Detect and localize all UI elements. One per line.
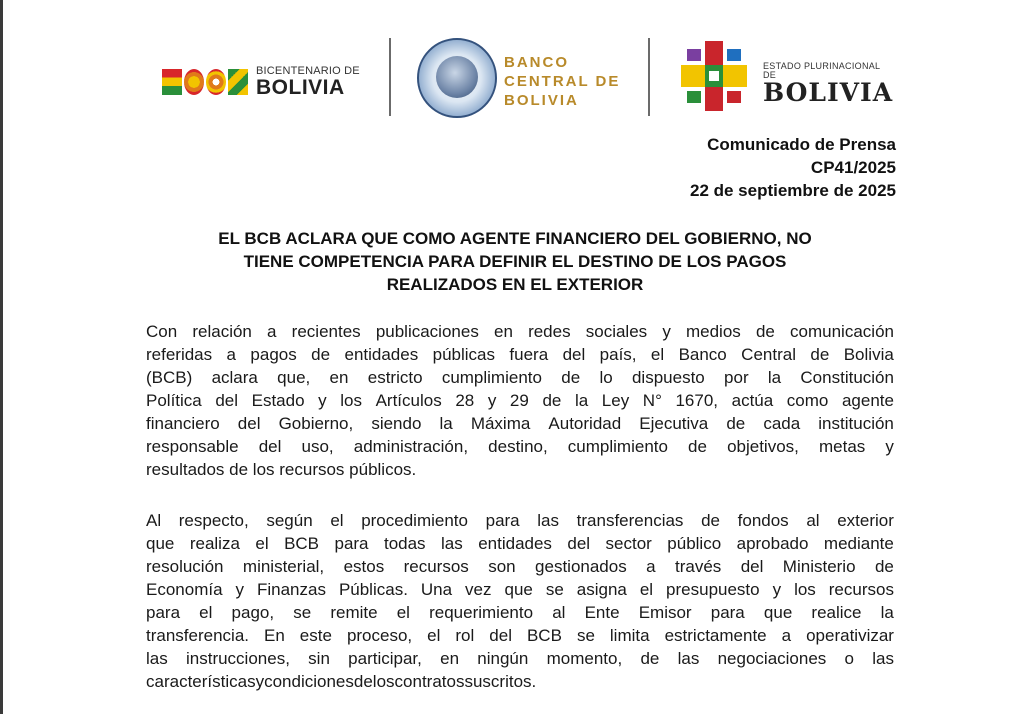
word: participar, (348, 649, 422, 668)
word: se (545, 580, 564, 599)
word: Estado (251, 391, 305, 410)
word: que (146, 534, 175, 553)
word: metas (818, 437, 866, 456)
word: 29 (509, 391, 529, 410)
word: que (504, 580, 533, 599)
word: BCB (284, 534, 320, 553)
word: y (662, 322, 671, 341)
press-release-info (690, 133, 896, 202)
word: Constitución (800, 368, 894, 387)
word: proceso, (346, 626, 413, 645)
paragraph-line (146, 601, 894, 624)
estado-big-text: BOLIVIA (763, 78, 894, 107)
word: medios (685, 322, 741, 341)
word: institución (818, 414, 894, 433)
word: para (146, 603, 181, 622)
word: de (726, 414, 746, 433)
word: respecto, (178, 511, 249, 530)
bicentenario-emblem-icon (162, 69, 248, 95)
word: Central (741, 345, 796, 364)
word: sociales (585, 322, 648, 341)
word: (BCB) (146, 368, 193, 387)
word: del (567, 534, 591, 553)
word: la (574, 391, 589, 410)
paragraph-line (146, 578, 894, 601)
word: que, (277, 368, 311, 387)
bcb-name (504, 53, 620, 110)
word: presupuesto (666, 580, 760, 599)
word: Con (146, 322, 178, 341)
word: objetivos, (727, 437, 799, 456)
word: operativizar (806, 626, 894, 645)
word: y (487, 391, 497, 410)
word: de (701, 511, 720, 530)
word: Finanzas (256, 580, 326, 599)
word: ningún (477, 649, 529, 668)
word: a (646, 557, 656, 576)
word: se (293, 603, 312, 622)
letterhead (160, 38, 894, 118)
word: el (330, 511, 344, 530)
word: estrictamente (664, 626, 767, 645)
paragraph-line (146, 624, 894, 647)
word: de (810, 345, 830, 364)
word: Públicas. (338, 580, 408, 599)
word: todas (383, 534, 426, 553)
word: resultados de los recursos públicos. (146, 460, 417, 479)
paragraph-line (146, 343, 894, 366)
bicentenario-small-text: BICENTENARIO DE (256, 65, 360, 77)
word: al (806, 511, 820, 530)
word: negociaciones (717, 649, 827, 668)
release-number: CP41/2025 (810, 158, 896, 177)
word: estricto (367, 368, 423, 387)
estado-small-text: ESTADO PLURINACIONAL DE (763, 61, 881, 80)
word: gestionados (535, 557, 627, 576)
word: el (427, 626, 441, 645)
word: Gobierno, (278, 414, 354, 433)
headline-line: TIENE COMPETENCIA PARA DEFINIR EL DESTINO DE LOS PAGOS (243, 252, 787, 271)
word: redes (528, 322, 571, 341)
word: condiciones (264, 672, 354, 691)
word: Artículos (375, 391, 442, 410)
paragraph-line (146, 532, 894, 555)
word: los (372, 672, 395, 691)
word: la (439, 414, 453, 433)
word: lo (599, 368, 613, 387)
bicentenario-logo (162, 66, 360, 98)
word: y (885, 437, 894, 456)
word: los (340, 391, 362, 410)
word: la (880, 603, 894, 622)
word: fondos (737, 511, 789, 530)
word: agente (841, 391, 894, 410)
word: instrucciones, (185, 649, 290, 668)
word: remite (330, 603, 378, 622)
word: y (318, 391, 327, 410)
word: publicaciones (375, 322, 479, 341)
paragraph-line (146, 389, 894, 412)
word: este (299, 626, 332, 645)
headline (110, 227, 920, 296)
word: público (667, 534, 722, 553)
bicentenario-big-text: BOLIVIA (256, 76, 345, 99)
word: en (493, 322, 513, 341)
word: o (844, 649, 855, 668)
word: para (485, 511, 520, 530)
word: 28 (455, 391, 475, 410)
word: N° (642, 391, 662, 410)
paragraph-1 (146, 320, 894, 481)
word: pagos (250, 345, 297, 364)
paragraph-line (146, 555, 894, 578)
word: comunicación (790, 322, 894, 341)
word: transferencia. (146, 626, 249, 645)
word: las (537, 511, 560, 530)
word: de (640, 649, 660, 668)
word: realiza (189, 534, 240, 553)
bcb-name-line: CENTRAL DE (504, 73, 621, 90)
word: las (146, 649, 168, 668)
word: cumplimiento (567, 437, 668, 456)
word: momento, (546, 649, 623, 668)
word: de (561, 368, 581, 387)
word: administración, (353, 437, 469, 456)
word: el (199, 603, 213, 622)
bcb-name-line: BANCO (504, 54, 569, 71)
word: los (794, 580, 816, 599)
word: Ejecutiva (639, 414, 709, 433)
word: contratos (394, 672, 465, 691)
word: rol (455, 626, 475, 645)
word: Al (146, 511, 162, 530)
word: características (146, 672, 256, 691)
paragraph-line (146, 670, 894, 693)
word: Una (420, 580, 453, 599)
header-divider (648, 38, 650, 116)
word: en (329, 368, 349, 387)
word: y (255, 672, 265, 691)
word: Economía (146, 580, 223, 599)
word: a (267, 322, 277, 341)
word: entidades (478, 534, 552, 553)
word: vez (465, 580, 492, 599)
word: sin (308, 649, 330, 668)
word: transferencias (576, 511, 684, 530)
word: Ley (601, 391, 630, 410)
word: Emisor (638, 603, 692, 622)
word: resolución (146, 557, 224, 576)
word: asigna (576, 580, 627, 599)
word: cumplimiento (441, 368, 542, 387)
word: de (688, 437, 707, 456)
word: el (396, 603, 410, 622)
word: y (772, 580, 782, 599)
paragraph-line (146, 435, 894, 458)
word: país, (599, 345, 637, 364)
word: través (675, 557, 722, 576)
word: sector (605, 534, 652, 553)
release-date: 22 de septiembre de 2025 (689, 181, 896, 200)
word: el (650, 345, 665, 364)
word: Ministerio (782, 557, 856, 576)
word: estos (343, 557, 385, 576)
word: al (552, 603, 566, 622)
word: las (441, 534, 463, 553)
word: de (353, 672, 373, 691)
word: pago, (231, 603, 275, 622)
word: Bolivia (843, 345, 894, 364)
word: referidas (146, 345, 213, 364)
word: destino, (488, 437, 548, 456)
word: recursos (828, 580, 894, 599)
word: se (576, 626, 595, 645)
estado-plurinacional-emblem-icon (681, 41, 747, 111)
word: siendo (371, 414, 422, 433)
word: del (489, 626, 512, 645)
paragraph-2 (146, 509, 894, 693)
word: Máxima (470, 414, 531, 433)
word: de (755, 322, 775, 341)
word: mediante (823, 534, 894, 553)
word: Autoridad (548, 414, 622, 433)
word: son (488, 557, 516, 576)
estado-plurinacional-logo (763, 62, 893, 105)
word: procedimiento (361, 511, 468, 530)
headline-line: REALIZADOS EN EL EXTERIOR (386, 275, 644, 294)
word: de (542, 391, 562, 410)
word: del (215, 391, 239, 410)
word: por (724, 368, 749, 387)
word: y (235, 580, 245, 599)
word: el (255, 534, 269, 553)
word: requerimiento (429, 603, 534, 622)
word: recursos (403, 557, 469, 576)
word: la (767, 368, 782, 387)
word: recientes (291, 322, 361, 341)
word: dispuesto (631, 368, 705, 387)
word: En (264, 626, 285, 645)
word: a (226, 345, 237, 364)
word: en (440, 649, 460, 668)
word: el (639, 580, 654, 599)
word: fuera (509, 345, 549, 364)
word: públicas (432, 345, 495, 364)
word: según (266, 511, 313, 530)
word: uso, (301, 437, 334, 456)
word: las (872, 649, 894, 668)
word: para (710, 603, 745, 622)
word: aclara (211, 368, 258, 387)
paragraph-line (146, 458, 894, 481)
word: actúa (731, 391, 774, 410)
word: relación (192, 322, 252, 341)
word: del (740, 557, 764, 576)
paragraph-line (146, 412, 894, 435)
word: que (763, 603, 793, 622)
word: realice (811, 603, 862, 622)
word: para (334, 534, 369, 553)
paragraph-line (146, 647, 894, 670)
paragraph-line (146, 366, 894, 389)
word: del (562, 345, 586, 364)
word: aprobado (736, 534, 809, 553)
word: financiero (146, 414, 220, 433)
page-edge-shadow (0, 0, 3, 714)
word: a (781, 626, 792, 645)
word: cada (763, 414, 801, 433)
bcb-name-line: BOLIVIA (504, 92, 579, 109)
word: Banco (678, 345, 727, 364)
bcb-seal-icon (417, 38, 497, 118)
word: exterior (837, 511, 894, 530)
word: del (237, 414, 261, 433)
word: BCB (526, 626, 562, 645)
word: Ente (584, 603, 620, 622)
word: suscritos. (464, 672, 537, 691)
paragraph-line (146, 320, 894, 343)
headline-line: EL BCB ACLARA QUE COMO AGENTE FINANCIERO DEL GOBIERNO, NO (218, 229, 812, 248)
word: ministerial, (242, 557, 325, 576)
word: responsable (146, 437, 239, 456)
word: Política (146, 391, 202, 410)
word: entidades (344, 345, 419, 364)
header-divider (389, 38, 391, 116)
word: 1670, (675, 391, 719, 410)
word: de (874, 557, 894, 576)
word: de (311, 345, 331, 364)
paragraph-line (146, 509, 894, 532)
word: las (677, 649, 700, 668)
word: limita (609, 626, 650, 645)
release-type: Comunicado de Prensa (707, 135, 896, 154)
word: del (258, 437, 282, 456)
word: como (786, 391, 829, 410)
